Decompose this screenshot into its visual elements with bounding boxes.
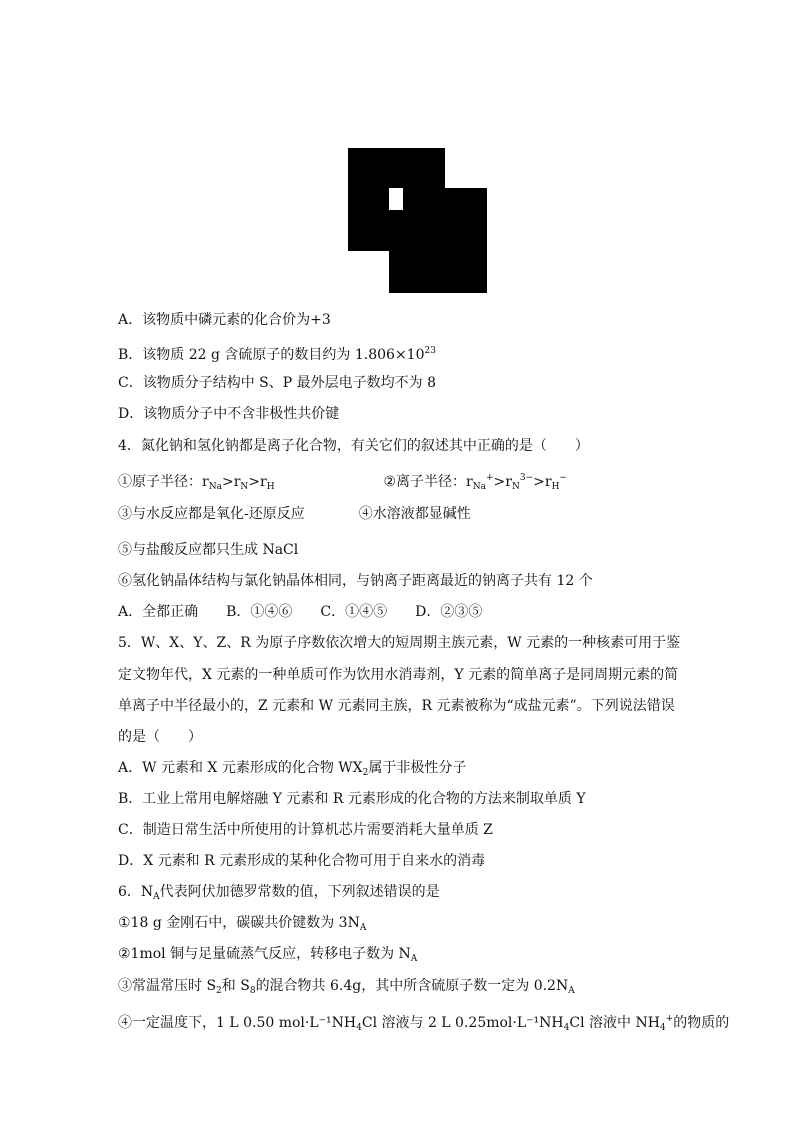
q3-option-a: A．该物质中磷元素的化合价为+3 xyxy=(118,312,331,328)
figure-block-right xyxy=(445,188,487,293)
q5-stem-line-4: 的是（ ） xyxy=(118,729,202,745)
q4-statement-2: ②离子半径：$r_{Na}^+>r_N^{3-}>r_H^-$ xyxy=(383,473,567,492)
q5-stem-line-1: 5．W、X、Y、Z、R 为原子序数依次增大的短周期主族元素，W 元素的一种核素可用于鉴 xyxy=(118,635,681,651)
figure-white-gap xyxy=(389,188,403,210)
q4-statement-5: ⑤与盐酸反应都只生成 NaCl xyxy=(118,542,299,558)
q5-stem-line-2: 定文物年代，X 元素的一种单质可作为饮用水消毒剂，Y 元素的简单离子是同周期元素的简 xyxy=(118,667,679,683)
q5-option-c: C．制造日常生活中所使用的计算机芯片需要消耗大量单质 Z xyxy=(118,822,493,838)
q5-option-d: D．X 元素和 R 元素形成的某种化合物可用于自来水的消毒 xyxy=(118,853,486,869)
q4-statement-1: ①原子半径：$r_{Na}>r_N>r_H$ xyxy=(118,474,275,492)
q6-stem: 6．$N_A$代表阿伏加德罗常数的值，下列叙述错误的是 xyxy=(118,884,440,902)
q4-statements-3-4 xyxy=(118,504,471,524)
q6-item-2: ②1mol 铜与足量硫蒸气反应，转移电子数为 $N_A$ xyxy=(118,946,418,964)
q5-option-a: A．W 元素和 X 元素形成的化合物 $WX_2$属于非极性分子 xyxy=(118,760,467,778)
q4-statement-6: ⑥氢化钠晶体结构与氯化钠晶体相同，与钠离子距离最近的钠离子共有 12 个 xyxy=(118,573,593,589)
q4-statement-4: ④水溶液都显碱性 xyxy=(358,506,471,522)
q4-stem: 4．氮化钠和氢化钠都是离子化合物，有关它们的叙述其中正确的是（ ） xyxy=(118,438,589,454)
q4-options: A．全都正确 B．①④⑥ C．①④⑤ D．②③⑤ xyxy=(118,604,483,620)
q6-item-1: ①18 g 金刚石中，碳碳共价键数为 $3N_A$ xyxy=(118,915,367,933)
q5-stem-line-3: 单离子中半径最小的，Z 元素和 W 元素同主族，R 元素被称为“成盐元素”。下列说法错误 xyxy=(118,698,675,714)
q3-option-c: C．该物质分子结构中 S、P 最外层电子数均不为 8 xyxy=(118,375,436,391)
q6-item-4: ④一定温度下，1 L 0.50 $mol\cdot L^{-1}NH_4Cl$ 溶液与 2 L $0.25mol\cdot L^{-1}NH_4Cl$ 溶液中 $NH_4^+$的物质的 xyxy=(118,1014,730,1033)
q3-option-b: B．该物质 22 g 含硫原子的数目约为 $1.806\times 10^{23}$ xyxy=(118,346,436,363)
figure-block-bottom xyxy=(389,251,445,293)
q4-statements-1-2 xyxy=(118,468,567,497)
q6-item-3: ③常温常压时 $S_2$和 $S_8$的混合物共 6.4g，其中所含硫原子数一定为 $0.2N_A$ xyxy=(118,978,575,996)
q4-statement-3: ③与水反应都是氧化-还原反应 xyxy=(118,506,305,522)
q3-option-d: D．该物质分子中不含非极性共价键 xyxy=(118,406,340,422)
structure-figure xyxy=(0,0,794,300)
q5-option-b: B．工业上常用电解熔融 Y 元素和 R 元素形成的化合物的方法来制取单质 Y xyxy=(118,791,586,807)
